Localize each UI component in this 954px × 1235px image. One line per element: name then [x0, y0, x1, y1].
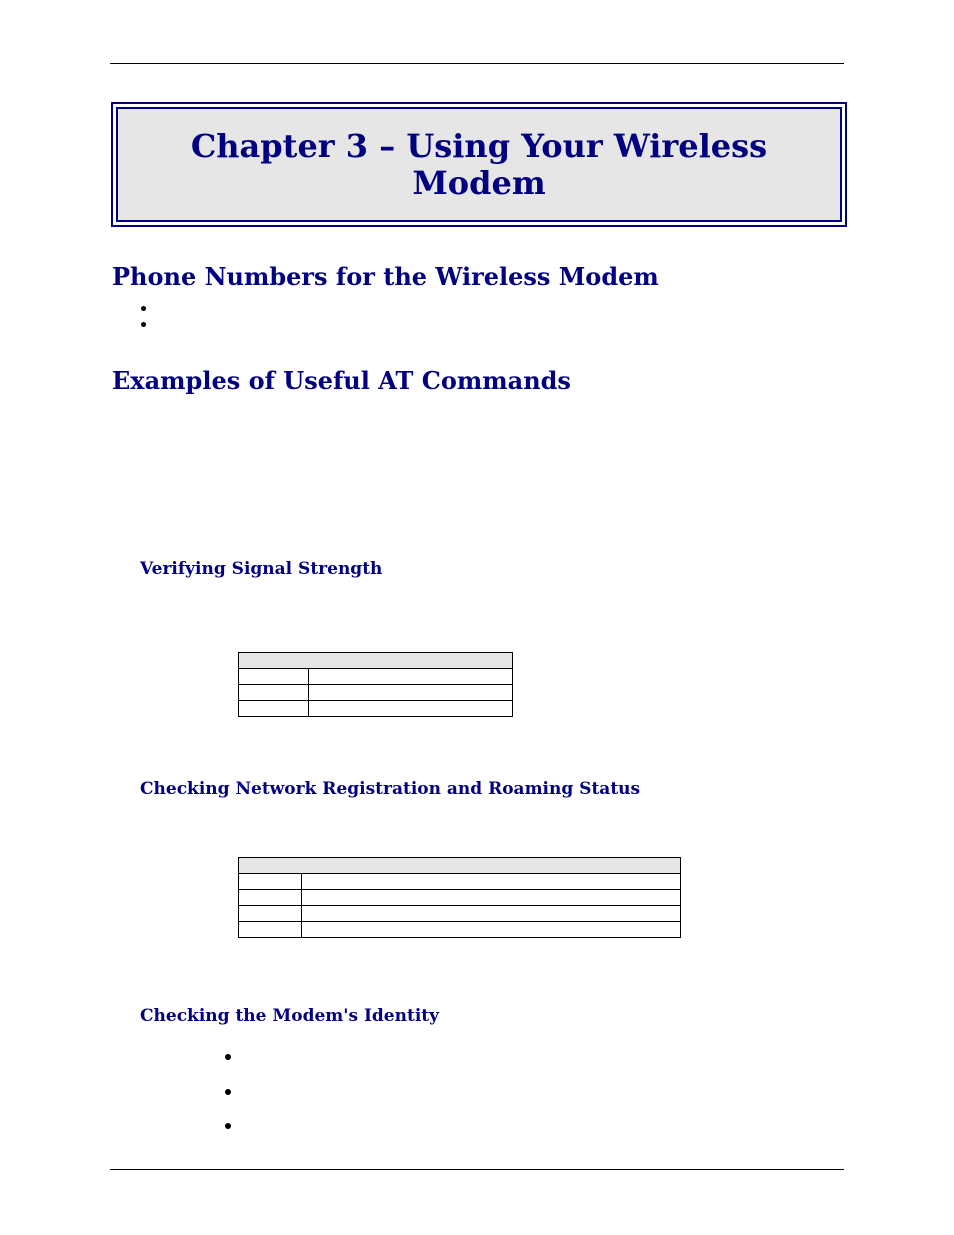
section-heading-phone-numbers: Phone Numbers for the Wireless Modem [112, 262, 659, 291]
table-cell [239, 874, 302, 890]
table-row [239, 874, 681, 890]
table-row [239, 922, 681, 938]
table-cell [239, 669, 309, 685]
subsection-heading-signal-strength: Verifying Signal Strength [140, 559, 383, 579]
table-cell [239, 685, 309, 701]
table-cell [302, 922, 681, 938]
table-cell [302, 906, 681, 922]
table-row [239, 906, 681, 922]
table-cell [239, 906, 302, 922]
table-cell [239, 653, 513, 669]
table-row [239, 701, 513, 717]
table-header-row [239, 858, 681, 874]
table-cell [239, 890, 302, 906]
bullet-icon [225, 1054, 231, 1060]
table-cell [239, 701, 309, 717]
bullet-icon [225, 1089, 231, 1095]
bullet-icon [141, 306, 146, 311]
footer-rule [110, 1169, 844, 1170]
table-row [239, 669, 513, 685]
subsection-heading-modem-identity: Checking the Modem's Identity [140, 1006, 440, 1026]
table-cell [239, 858, 681, 874]
chapter-title-inner [116, 107, 842, 222]
bullet-icon [225, 1123, 231, 1129]
header-rule [110, 63, 844, 64]
section-heading-at-commands: Examples of Useful AT Commands [112, 366, 571, 395]
chapter-title-box [111, 102, 847, 227]
chapter-title: Chapter 3 – Using Your Wireless Modem [190, 126, 768, 202]
table-cell [302, 890, 681, 906]
table-row [239, 890, 681, 906]
table-cell [309, 701, 513, 717]
table-header-row [239, 653, 513, 669]
table-cell [309, 685, 513, 701]
table-cell [302, 874, 681, 890]
subsection-heading-network-registration: Checking Network Registration and Roaming Status [140, 779, 641, 799]
signal-strength-table [238, 652, 513, 717]
bullet-icon [141, 322, 146, 327]
table-row [239, 685, 513, 701]
registration-status-table [238, 857, 681, 938]
table-cell [309, 669, 513, 685]
table-cell [239, 922, 302, 938]
